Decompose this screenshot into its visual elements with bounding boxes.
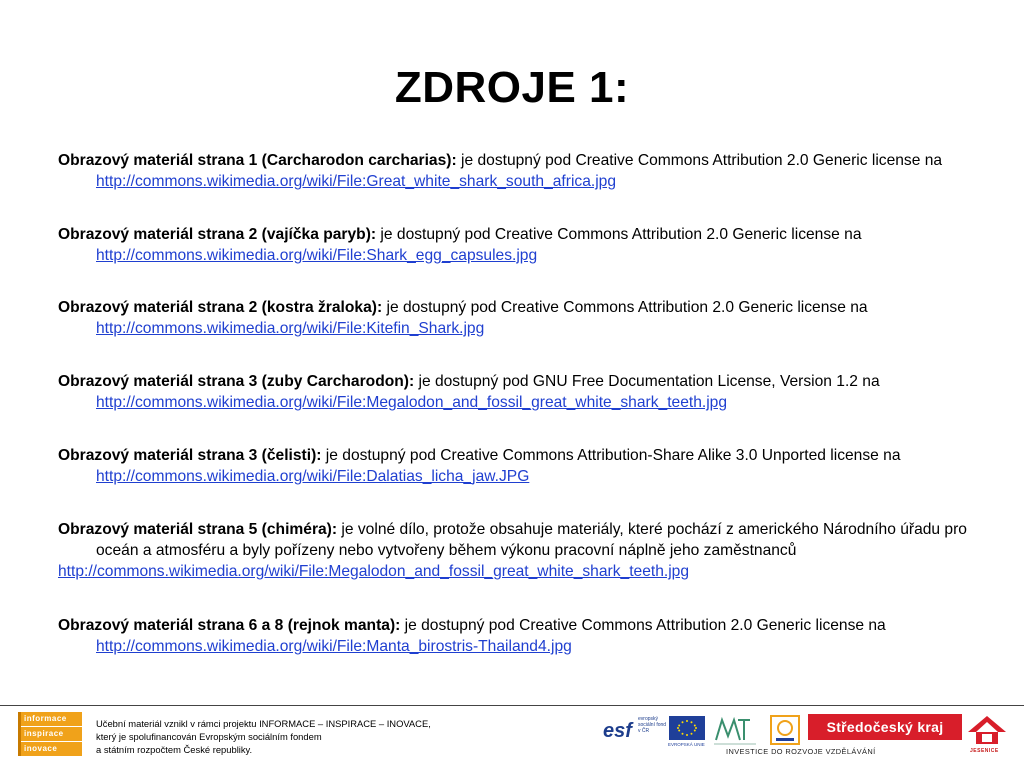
reference-heading: Obrazový materiál strana 3 (čelisti): (58, 447, 322, 464)
reference-item (58, 150, 978, 192)
reference-heading: Obrazový materiál strana 2 (kostra žraloka): (58, 299, 383, 316)
reference-text: je dostupný pod GNU Free Documentation License, Version 1.2 na (414, 373, 880, 390)
reference-text: je dostupný pod Creative Commons Attribution 2.0 Generic license na (382, 299, 868, 316)
reference-text: je dostupný pod Creative Commons Attribution-Share Alike 3.0 Unported license na (321, 447, 901, 464)
reference-link[interactable]: http://commons.wikimedia.org/wiki/File:Great_white_shark_south_africa.jpg (96, 173, 617, 190)
sponsor-logos (602, 712, 1012, 762)
logo-line: inspirace (24, 729, 64, 738)
logo-line: informace (24, 714, 67, 723)
reference-heading: Obrazový materiál strana 2 (vajíčka paryb): (58, 226, 377, 243)
reference-link[interactable]: http://commons.wikimedia.org/wiki/File:Kitefin_Shark.jpg (96, 320, 485, 337)
reference-heading: Obrazový materiál strana 1 (Carcharodon carcharias): (58, 152, 457, 169)
reference-link[interactable]: http://commons.wikimedia.org/wiki/File:Dalatias_licha_jaw.JPG (96, 468, 530, 485)
reference-link[interactable]: http://commons.wikimedia.org/wiki/File:Shark_egg_capsules.jpg (96, 247, 538, 264)
page-title: ZDROJE 1: (394, 63, 630, 112)
region-banner: Středočeský kraj (808, 714, 962, 740)
reference-text: je dostupný pod Creative Commons Attribution 2.0 Generic license na (400, 617, 886, 634)
reference-item (58, 371, 978, 413)
msmt-logo-icon (710, 714, 760, 748)
footer-line: a státním rozpočtem České republiky. (96, 744, 253, 755)
reference-item (58, 519, 978, 582)
reference-text: je volné dílo, protože obsahuje materiály, které pochází z amerického Národního úřadu pro oceán a atmosféru a byly pořízeny nebo vytvořeny během výkonu pracovní náplně jeho zaměstnanců (96, 521, 967, 559)
reference-heading: Obrazový materiál strana 3 (zuby Carcharodon): (58, 373, 415, 390)
op-logo-icon (770, 715, 800, 745)
jesenice-caption: JESENICE (970, 748, 999, 754)
svg-text:esf: esf (603, 720, 632, 742)
reference-heading: Obrazový materiál strana 5 (chiméra): (58, 521, 338, 538)
footer-line: který je spolufinancován Evropským sociálním fondem (96, 731, 322, 742)
footer-line: Učební materiál vznikl v rámci projektu INFORMACE – INSPIRACE – INOVACE, (96, 718, 431, 729)
logo-line: inovace (24, 744, 58, 753)
reference-text: je dostupný pod Creative Commons Attribution 2.0 Generic license na (376, 226, 862, 243)
reference-item (58, 615, 978, 657)
reference-heading: Obrazový materiál strana 6 a 8 (rejnok manta): (58, 617, 401, 634)
eu-flag-icon (669, 716, 705, 740)
reference-item (58, 445, 978, 487)
project-logo (18, 712, 82, 756)
references-list (58, 150, 978, 689)
reference-text: je dostupný pod Creative Commons Attribution 2.0 Generic license na (456, 152, 943, 169)
esf-caption: evropský sociální fond v ČR (638, 716, 667, 734)
footer-divider (0, 705, 1024, 706)
reference-link[interactable]: http://commons.wikimedia.org/wiki/File:Megalodon_and_fossil_great_white_shark_teeth.jpg (96, 394, 728, 411)
eu-caption: EVROPSKÁ UNIE (668, 742, 705, 747)
reference-link[interactable]: http://commons.wikimedia.org/wiki/File:Manta_birostris-Thailand4.jpg (96, 638, 572, 655)
esf-logo-icon (602, 716, 636, 742)
footer-text (96, 717, 431, 756)
reference-item (58, 224, 978, 266)
reference-item (58, 297, 978, 339)
investice-caption: INVESTICE DO ROZVOJE VZDĚLÁVÁNÍ (726, 747, 876, 756)
reference-link[interactable]: http://commons.wikimedia.org/wiki/File:Megalodon_and_fossil_great_white_shark_teeth.jpg (58, 563, 690, 580)
